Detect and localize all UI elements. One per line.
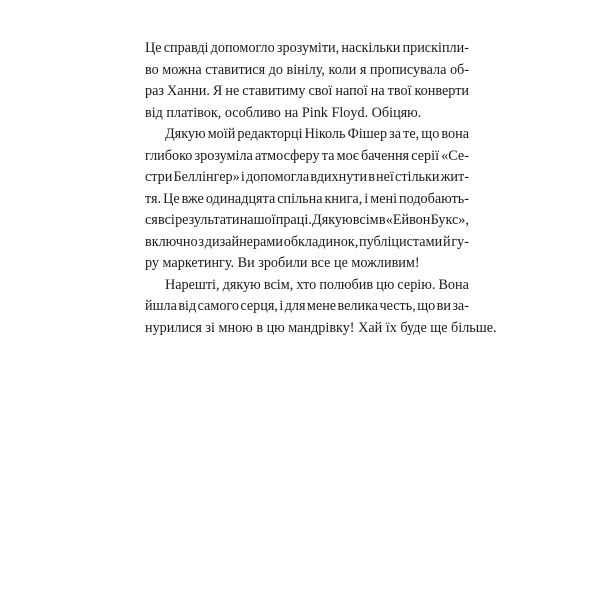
word: дизайнерами: [204, 233, 283, 250]
word: спільна: [277, 190, 323, 207]
paragraph-3: [145, 275, 497, 340]
word: можна: [162, 61, 202, 78]
word: і: [240, 169, 245, 185]
text-line: [145, 296, 469, 318]
word: Вона: [438, 276, 469, 293]
word: і: [279, 298, 284, 314]
word: ся: [145, 212, 158, 228]
word: ставитися: [205, 61, 266, 78]
word: Фішер: [347, 126, 388, 142]
word: серця,: [240, 298, 278, 314]
text-line: [145, 189, 469, 211]
word: вдихнути: [310, 169, 368, 185]
word: вже: [181, 190, 204, 207]
word: тя.: [145, 190, 162, 207]
word: Дякую: [165, 126, 206, 142]
word: стри: [145, 169, 173, 185]
word: моє: [336, 147, 359, 164]
word: Нарешті,: [165, 276, 220, 293]
word: бачення: [360, 147, 410, 164]
word: Букс»,: [430, 212, 469, 228]
word: допомогла: [245, 169, 310, 185]
word: честь,: [379, 298, 416, 314]
word: хто: [296, 276, 317, 293]
word: свої: [308, 83, 333, 99]
word: Дякую: [312, 212, 353, 228]
word: всі: [158, 212, 175, 228]
word: що: [417, 298, 436, 314]
word: вінілу,: [286, 61, 325, 78]
word: що: [421, 126, 440, 142]
word: Ніколь: [304, 126, 346, 142]
word: мені: [370, 190, 398, 207]
word: стільки: [395, 169, 440, 185]
text-line: [145, 146, 469, 168]
word: книга,: [324, 190, 363, 207]
word: моїй: [207, 126, 236, 142]
word: за: [389, 126, 402, 142]
word: я: [359, 61, 367, 78]
word: ставитиму: [242, 83, 306, 99]
word: зрозуміла: [194, 147, 253, 164]
text-line: [145, 38, 469, 60]
word: з: [198, 233, 204, 250]
word: коли: [328, 61, 357, 78]
word: велика: [337, 298, 379, 314]
text-line: [145, 210, 469, 232]
word: всім: [352, 212, 379, 228]
word: прискіпли-: [402, 40, 469, 56]
word: те,: [403, 126, 420, 142]
word: йшла: [145, 298, 177, 314]
word: об-: [449, 61, 469, 78]
word: серії: [411, 147, 440, 164]
word: Це: [163, 190, 180, 207]
word: во: [145, 61, 159, 78]
text-line: ру маркетингу. Ви зробили все це можливим!: [145, 255, 420, 271]
text-line: [145, 81, 469, 103]
text-line: [145, 167, 469, 189]
word: і: [364, 190, 369, 207]
word: до: [268, 61, 283, 78]
word: самого: [197, 298, 239, 314]
paragraph-1: [145, 38, 469, 124]
text-line: [145, 232, 469, 254]
word: Це: [145, 40, 162, 56]
word: в: [378, 212, 386, 228]
text-line: нурилися зі мною в цю мандрівку! Хай їх буде ще більше.: [145, 319, 497, 336]
paragraph-2: [145, 124, 469, 275]
word: жит-: [440, 169, 469, 185]
word: мене: [306, 298, 337, 314]
word: цю: [376, 276, 395, 293]
word: вона: [441, 126, 469, 142]
word: раз: [145, 83, 164, 99]
word: редакторці: [237, 126, 303, 142]
word: гу-: [451, 233, 469, 250]
word: твої: [387, 83, 412, 99]
word: результати: [175, 212, 240, 228]
word: Беллінгер»: [173, 169, 240, 185]
word: Я: [212, 83, 223, 99]
text-line: від платівок, особливо на Pink Floyd. Обіцяю.: [145, 104, 422, 121]
word: не: [225, 83, 240, 99]
acknowledgements-text: [145, 38, 497, 339]
word: напої: [335, 83, 368, 99]
text-line: [145, 60, 469, 82]
text-line: [145, 275, 469, 297]
word: допомогло: [210, 40, 275, 56]
word: наскільки: [341, 40, 401, 56]
word: для: [284, 298, 306, 314]
word: глибоко: [145, 147, 193, 164]
word: неї: [376, 169, 394, 185]
word: за-: [452, 298, 469, 314]
word: полюбив: [319, 276, 374, 293]
text-line: [145, 124, 469, 146]
word: «Ейвон: [385, 212, 431, 228]
word: обкладинок,: [283, 233, 359, 250]
word: всім,: [263, 276, 294, 293]
word: прописувала: [369, 61, 447, 78]
word: включно: [145, 233, 198, 250]
word: на: [370, 83, 385, 99]
word: та: [321, 147, 335, 164]
word: «Се-: [441, 147, 469, 164]
word: в: [368, 169, 375, 185]
word: атмосферу: [255, 147, 320, 164]
word: подобають-: [399, 190, 469, 207]
word: праці.: [275, 212, 312, 228]
word: й: [442, 233, 451, 250]
word: дякую: [222, 276, 261, 293]
word: публіцистами: [359, 233, 443, 250]
word: Ханни.: [167, 83, 210, 99]
word: ви: [436, 298, 451, 314]
word: справді: [163, 40, 209, 56]
word: одинадцята: [205, 190, 276, 207]
word: зрозуміти,: [276, 40, 340, 56]
word: конверти: [414, 83, 469, 99]
word: нашої: [239, 212, 276, 228]
word: від: [178, 298, 197, 314]
word: серію.: [397, 276, 436, 293]
